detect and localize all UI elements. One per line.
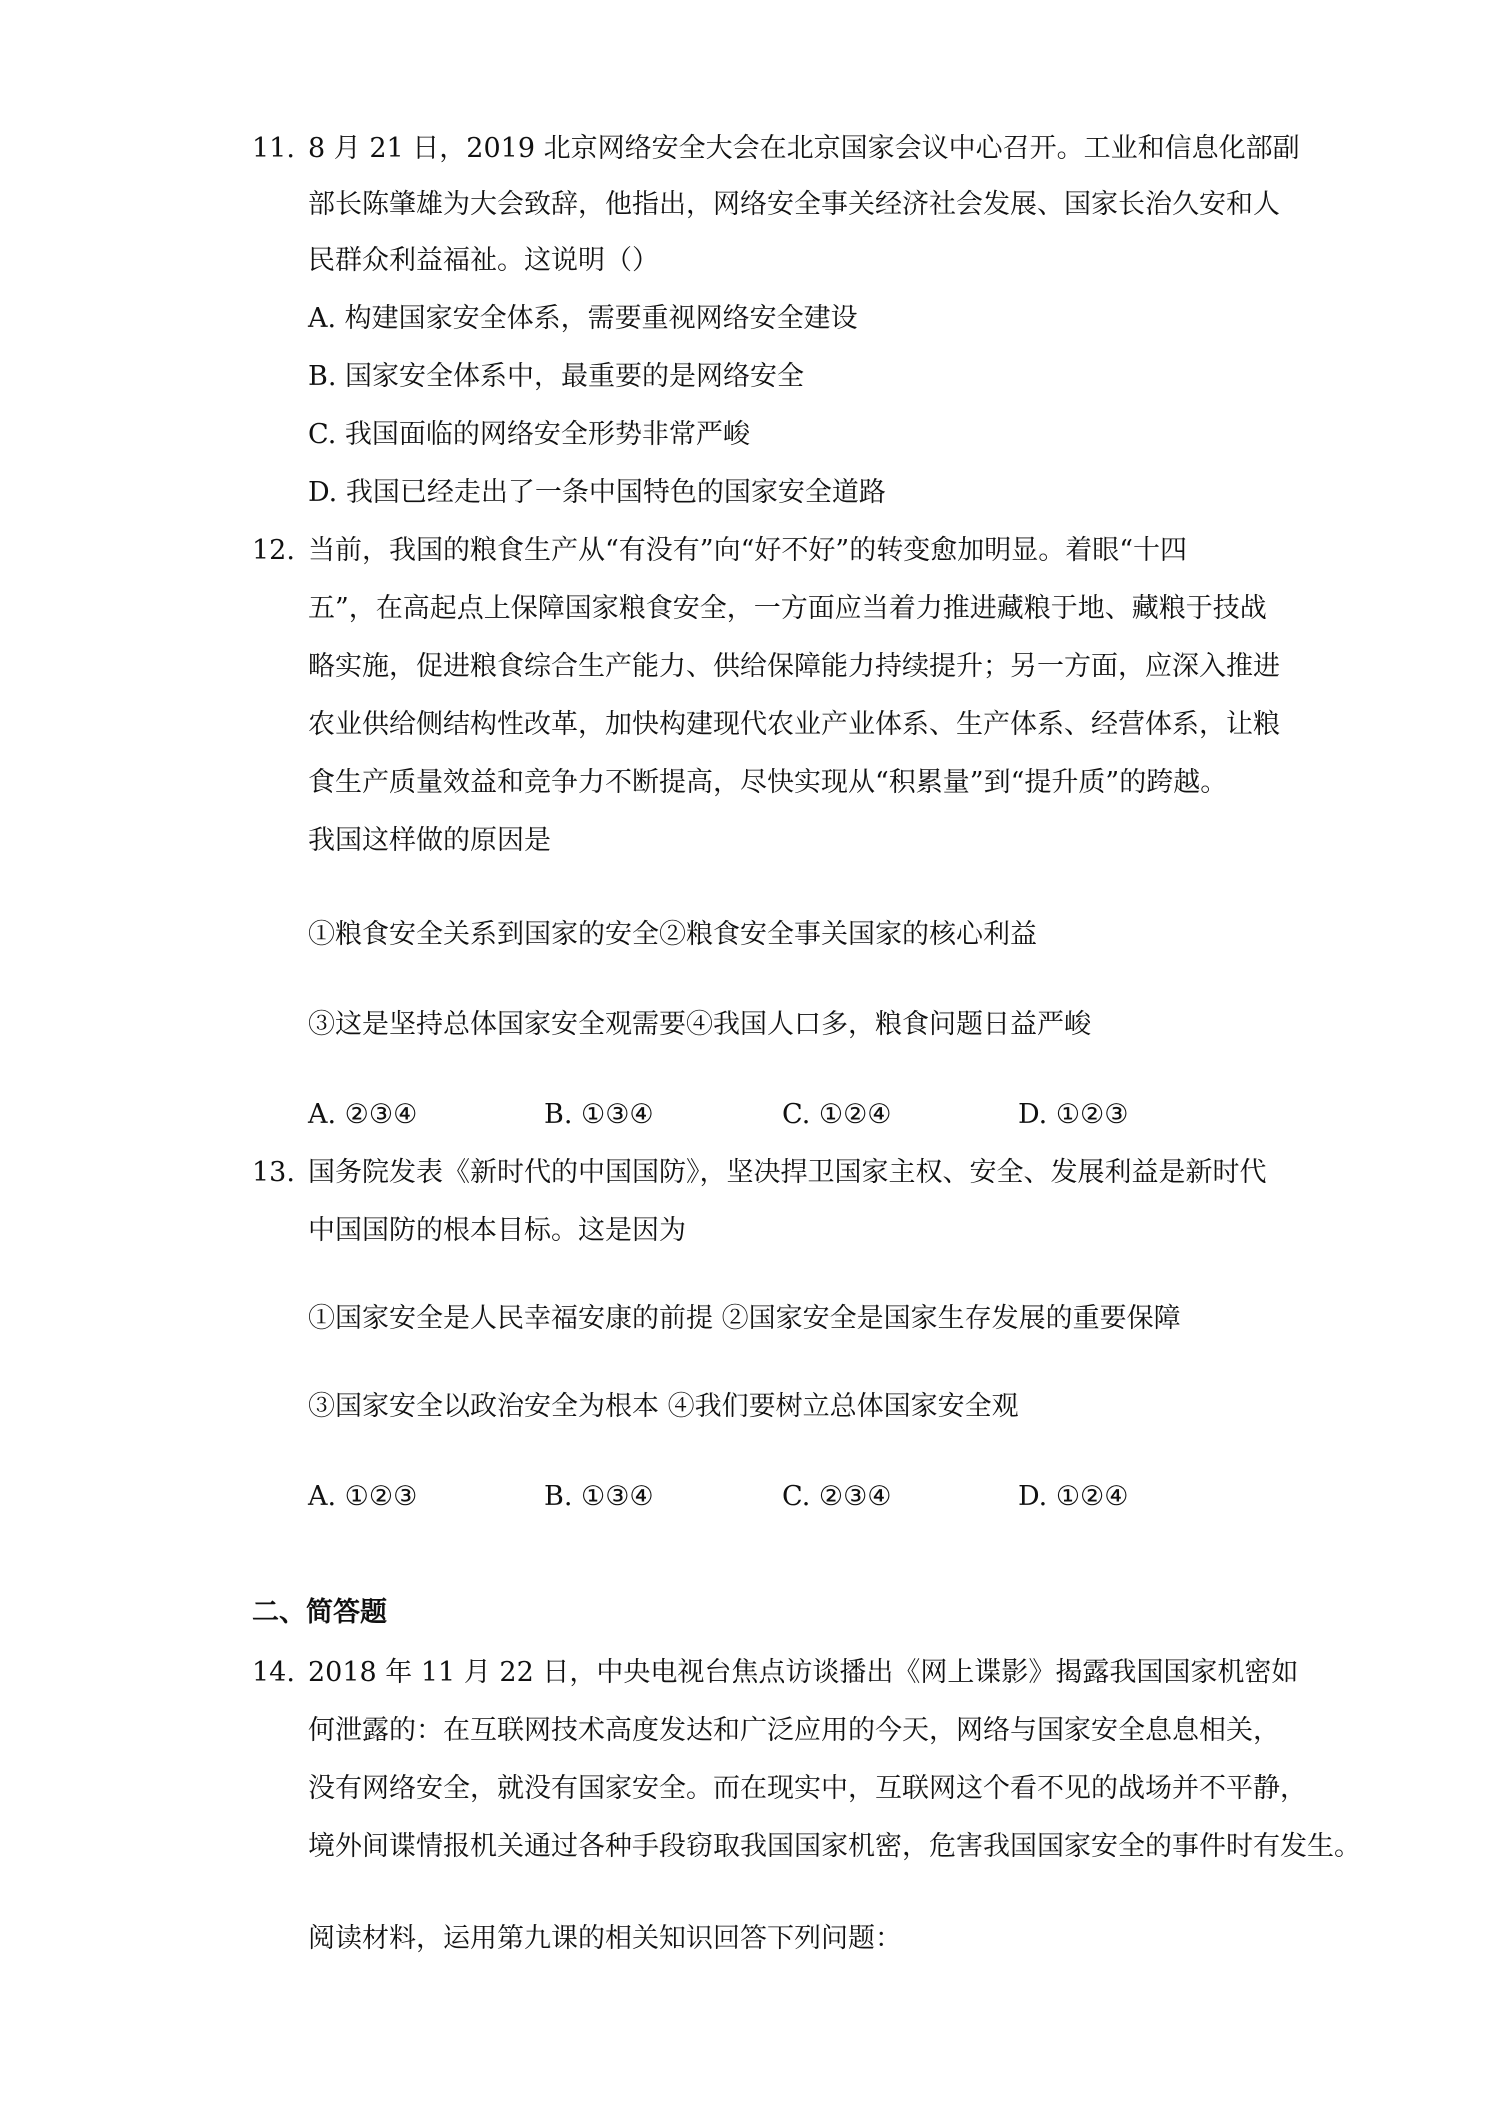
option-d: D. ①②④ <box>1018 1481 1129 1512</box>
option-c: C. ②③④ <box>782 1481 892 1512</box>
question-text-line: 当前，我国的粮食生产从“有没有”向“好不好”的转变愈加明显。着眼“十四 <box>308 535 1188 566</box>
question-text-line: 民群众利益福祉。这说明（） <box>308 245 659 276</box>
statement-line: ③这是坚持总体国家安全观需要④我国人口多，粮食问题日益严峻 <box>308 1009 1091 1040</box>
question-text-line: 食生产质量效益和竞争力不断提高，尽快实现从“积累量”到“提升质”的跨越。 <box>308 767 1228 798</box>
question-number: 12. <box>252 535 295 566</box>
statement-line: ①国家安全是人民幸福安康的前提 ②国家安全是国家生存发展的重要保障 <box>308 1303 1181 1334</box>
question-number: 11. <box>252 133 295 164</box>
question-number: 13. <box>252 1157 295 1188</box>
question-text-line: 农业供给侧结构性改革，加快构建现代农业产业体系、生产体系、经营体系，让粮 <box>308 709 1280 740</box>
question-text-line: 中国国防的根本目标。这是因为 <box>308 1215 686 1246</box>
option-d: D. ①②③ <box>1018 1099 1129 1130</box>
option-b: B. ①③④ <box>544 1481 654 1512</box>
statement-line: ①粮食安全关系到国家的安全②粮食安全事关国家的核心利益 <box>308 919 1037 950</box>
option-a: A. ①②③ <box>308 1481 418 1512</box>
option-a: A. ②③④ <box>308 1099 418 1130</box>
statement-line: ③国家安全以政治安全为根本 ④我们要树立总体国家安全观 <box>308 1391 1019 1422</box>
section-heading: 二、简答题 <box>252 1597 387 1628</box>
question-text-line: 2018 年 11 月 22 日，中央电视台焦点访谈播出《网上谍影》揭露我国国家机密如 <box>308 1657 1299 1688</box>
question-text-line: 部长陈肇雄为大会致辞，他指出，网络安全事关经济社会发展、国家长治久安和人 <box>308 189 1280 220</box>
question-text-line: 境外间谍情报机关通过各种手段窃取我国国家机密，危害我国国家安全的事件时有发生。 <box>308 1831 1361 1862</box>
question-text-line: 略实施，促进粮食综合生产能力、供给保障能力持续提升；另一方面，应深入推进 <box>308 651 1280 682</box>
question-text-line: 没有网络安全，就没有国家安全。而在现实中，互联网这个看不见的战场并不平静， <box>308 1773 1307 1804</box>
question-text-line: 我国这样做的原因是 <box>308 825 551 856</box>
question-text-line: 五”，在高起点上保障国家粮食安全，一方面应当着力推进藏粮于地、藏粮于技战 <box>308 593 1267 624</box>
question-prompt: 阅读材料，运用第九课的相关知识回答下列问题： <box>308 1923 902 1954</box>
option-a: A. 构建国家安全体系，需要重视网络安全建设 <box>308 303 858 334</box>
question-text-line: 8 月 21 日，2019 北京网络安全大会在北京国家会议中心召开。工业和信息化部副 <box>308 133 1300 164</box>
option-c: C. 我国面临的网络安全形势非常严峻 <box>308 419 750 450</box>
option-b: B. ①③④ <box>544 1099 654 1130</box>
option-c: C. ①②④ <box>782 1099 892 1130</box>
option-d: D. 我国已经走出了一条中国特色的国家安全道路 <box>308 477 886 508</box>
question-text-line: 何泄露的：在互联网技术高度发达和广泛应用的今天，网络与国家安全息息相关， <box>308 1715 1280 1746</box>
question-text-line: 国务院发表《新时代的中国国防》，坚决捍卫国家主权、安全、发展利益是新时代 <box>308 1157 1267 1188</box>
question-number: 14. <box>252 1657 295 1688</box>
option-b: B. 国家安全体系中，最重要的是网络安全 <box>308 361 805 392</box>
